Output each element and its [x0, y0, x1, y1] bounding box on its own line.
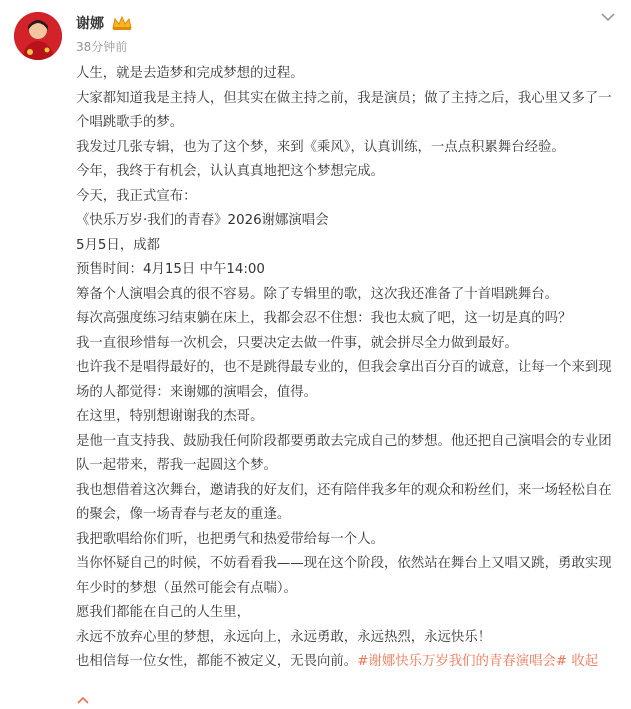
post-paragraph: 5月5日，成都 [76, 237, 160, 253]
post-paragraph: 是他一直支持我、鼓励我任何阶段都要勇敢去完成自己的梦想。他还把自己演唱会的专业团队一起带来，帮我一起圆这个梦。 [76, 433, 612, 473]
post-paragraph: 今年，我终于有机会，认认真真地把这个梦想完成。 [76, 164, 384, 179]
post-paragraph: 大家都知道我是主持人，但其实在做主持之前，我是演员；做了主持之后，我心里又多了一个唱跳歌手的梦。 [76, 90, 612, 130]
post-last-paragraph [76, 650, 616, 675]
post-paragraph: 永远不放弃心里的梦想，永远向上，永远勇敢，永远热烈，永远快乐！ [76, 629, 492, 645]
post-paragraph: 我把歌唱给你们听，也把勇气和热爱带给每一个人。 [76, 531, 384, 547]
chevron-up-icon[interactable] [76, 690, 90, 700]
post-paragraph: 我也想借着这次舞台，邀请我的好友们，还有陪伴我多年的观众和粉丝们，来一场轻松自在的聚会，像一场青春与老友的重逢。 [76, 482, 612, 522]
author-name-row [76, 13, 134, 33]
fold-button[interactable]: 收起 [571, 654, 599, 669]
vip-badge-icon[interactable] [110, 15, 134, 31]
post-time[interactable]: 38分钟前 [76, 40, 128, 54]
author-name[interactable]: 谢娜 [76, 16, 104, 32]
post-paragraph: 当你怀疑自己的时候，不妨看看我——现在这个阶段，依然站在舞台上又唱又跳，勇敢实现年少时的梦想（虽然可能会有点喘）。 [76, 556, 612, 596]
post-paragraph: 人生，就是去造梦和完成梦想的过程。 [76, 66, 304, 81]
post-paragraph: 我一直很珍惜每一次机会，只要决定去做一件事，就会拼尽全力做到最好。 [76, 335, 518, 351]
post-paragraph: 筹备个人演唱会真的很不容易。除了专辑里的歌，这次我还准备了十首唱跳舞台。 [76, 286, 559, 302]
post-paragraph: 今天，我正式宣布： [76, 188, 197, 204]
topic-hashtag-link[interactable]: #谢娜快乐万岁我们的青春演唱会# [357, 654, 568, 669]
post-paragraph: 每次高强度练习结束躺在床上，我都会忍不住想：我也太疯了吧，这一切是真的吗？ [76, 311, 572, 326]
post-paragraph: 也许我不是唱得最好的，也不是跳得最专业的，但我会拿出百分百的诚意，让每一个来到现场的人都觉得：来谢娜的演唱会，值得。 [76, 360, 612, 400]
post-paragraph: 我发过几张专辑，也为了这个梦，来到《乘风》，认真训练，一点点积累舞台经验。 [76, 139, 565, 155]
post-paragraph: 在这里，特别想谢谢我的杰哥。 [76, 409, 264, 424]
post-content [76, 62, 616, 675]
last-line-text: 也相信每一位女性，都能不被定义，无畏向前。 [76, 654, 358, 669]
chevron-down-icon[interactable] [600, 9, 616, 23]
post-paragraph: 愿我们都能在自己的人生里， [76, 605, 251, 620]
author-avatar[interactable] [14, 12, 62, 60]
post-paragraph: 《快乐万岁·我们的青春》2026谢娜演唱会 [76, 213, 329, 228]
post-paragraph: 预售时间：4月15日 中午14:00 [76, 262, 265, 277]
